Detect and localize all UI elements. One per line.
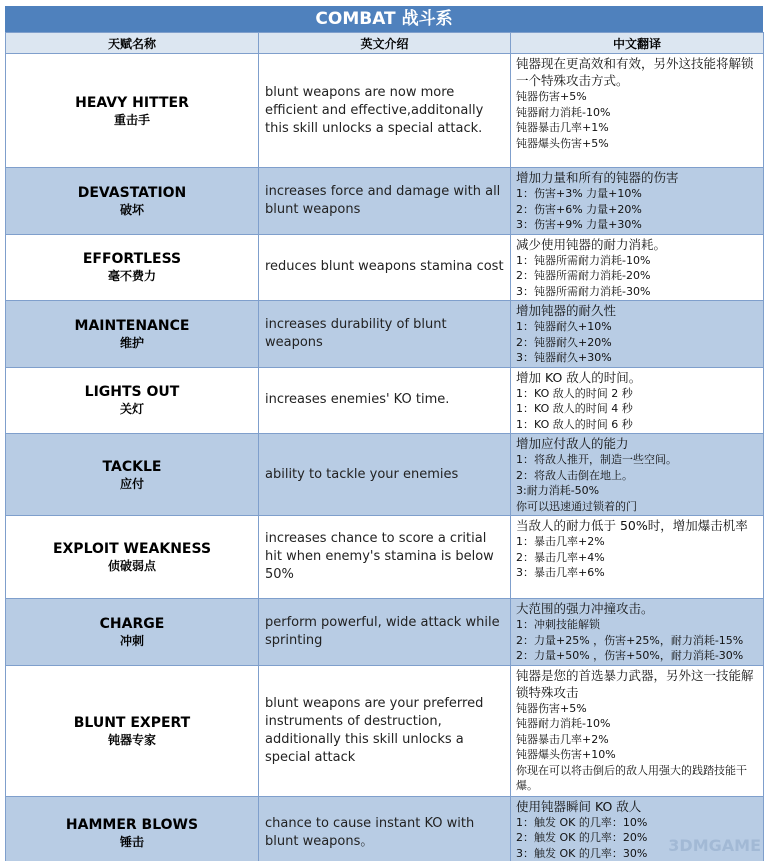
skill-english-desc: blunt weapons are now more efficient and effective,additonally this skill unlocks a special attack. bbox=[259, 54, 511, 168]
skill-chinese-summary: 钝器现在更高效和有效，另外这技能将解锁一个特殊攻击方式。 bbox=[516, 56, 754, 88]
skill-name-cell bbox=[6, 599, 259, 666]
skill-name-cell bbox=[6, 168, 259, 235]
table-row bbox=[6, 168, 764, 235]
skill-chinese-summary: 增加钝器的耐久性 bbox=[516, 303, 617, 318]
skill-chinese-cell bbox=[511, 54, 764, 168]
skill-chinese-detail: 1：KO 敌人的时间 6 秒 bbox=[516, 417, 633, 431]
skill-english-desc: blunt weapons are your preferred instruments of destruction, additionally this skill unlocks a special attack bbox=[259, 665, 511, 796]
skill-chinese-detail: 钝器伤害+5% bbox=[516, 701, 587, 715]
skill-chinese-cell bbox=[511, 301, 764, 368]
skill-chinese-detail: 1：KO 敌人的时间 2 秒 bbox=[516, 386, 633, 400]
skill-name-zh: 侦破弱点 bbox=[107, 559, 156, 573]
skill-name-cell bbox=[6, 54, 259, 168]
table-row bbox=[6, 796, 764, 861]
skill-chinese-detail: 2：触发 OK 的几率：20% bbox=[516, 831, 648, 844]
skill-name-cell bbox=[6, 516, 259, 599]
skill-chinese-detail: 2：伤害+6% 力量+20% bbox=[516, 202, 642, 216]
skill-chinese-detail: 你现在可以将击倒后的敌人用强大的践踏技能干爆。 bbox=[516, 763, 747, 792]
skill-chinese-summary: 增加应付敌人的能力 bbox=[516, 436, 629, 451]
skill-chinese-detail: 3：触发 OK 的几率：30% bbox=[516, 846, 648, 860]
table-title: COMBAT 战斗系 bbox=[5, 6, 763, 32]
skill-name-zh: 应付 bbox=[119, 476, 144, 491]
skill-name-cell bbox=[6, 796, 259, 861]
skill-name-zh: 破坏 bbox=[119, 202, 144, 217]
skill-name-zh: 关灯 bbox=[119, 402, 144, 417]
skill-chinese-detail: 1：钝器所需耐力消耗-10% bbox=[516, 253, 651, 267]
skill-chinese-detail: 钝器伤害+5% bbox=[516, 90, 587, 103]
skill-chinese-detail: 2：暴击几率+4% bbox=[516, 550, 605, 564]
table-row bbox=[6, 665, 764, 796]
skill-name-cell bbox=[6, 665, 259, 796]
skill-chinese-detail: 1：将敌人推开，制造一些空间。 bbox=[516, 453, 677, 466]
skill-chinese-detail: 钝器耐力消耗-10% bbox=[516, 105, 611, 119]
skill-name-en: BLUNT EXPERT bbox=[73, 714, 191, 731]
skill-chinese-detail: 2：力量+50% ，伤害+50%，耐力消耗-30% bbox=[516, 649, 744, 662]
skill-chinese-detail: 3：钝器所需耐力消耗-30% bbox=[516, 284, 651, 298]
skill-chinese-detail: 2：钝器所需耐力消耗-20% bbox=[516, 269, 651, 282]
skill-chinese-detail: 1：冲刺技能解锁 bbox=[516, 618, 600, 631]
skill-chinese-detail: 1：暴击几率+2% bbox=[516, 535, 605, 548]
skill-name-zh: 维护 bbox=[119, 335, 144, 350]
table-row bbox=[6, 599, 764, 666]
skill-chinese-detail: 2：将敌人击倒在地上。 bbox=[516, 468, 633, 482]
skill-name-zh: 冲刺 bbox=[119, 633, 144, 648]
skill-chinese-detail: 钝器爆头伤害+10% bbox=[516, 748, 616, 761]
skill-chinese-detail: 1：钝器耐久+10% bbox=[516, 320, 612, 333]
watermark-logo: 3DMGAME bbox=[668, 836, 761, 855]
table-row bbox=[6, 434, 764, 516]
skills-table bbox=[5, 32, 764, 861]
skill-chinese-cell bbox=[511, 665, 764, 796]
skill-chinese-detail: 3：钝器耐久+30% bbox=[516, 351, 612, 364]
skill-chinese-summary: 减少使用钝器的耐力消耗。 bbox=[516, 236, 667, 252]
skill-chinese-detail: 3：暴击几率+6% bbox=[516, 566, 605, 579]
skill-name-cell bbox=[6, 367, 259, 434]
skill-name-cell bbox=[6, 434, 259, 516]
skill-chinese-detail: 你可以迅速通过锁着的门 bbox=[516, 499, 637, 513]
skill-name-en: MAINTENANCE bbox=[74, 317, 190, 334]
table-row bbox=[6, 234, 764, 301]
skill-english-desc: increases force and damage with all blunt weapons bbox=[259, 168, 511, 235]
skill-chinese-detail: 1：KO 敌人的时间 4 秒 bbox=[516, 402, 633, 415]
skill-name-en: LIGHTS OUT bbox=[84, 384, 180, 401]
skill-name-cell bbox=[6, 301, 259, 368]
skill-chinese-detail: 钝器暴击几率+1% bbox=[516, 121, 609, 134]
table-row bbox=[6, 301, 764, 368]
skill-chinese-detail: 3：伤害+9% 力量+30% bbox=[516, 218, 642, 231]
skill-name-zh: 毫不费力 bbox=[107, 269, 156, 284]
skill-name-zh: 钝器专家 bbox=[107, 732, 156, 747]
skill-name-en: HEAVY HITTER bbox=[75, 94, 189, 111]
skill-chinese-cell bbox=[511, 434, 764, 516]
skill-chinese-detail: 2：力量+25% ，伤害+25%，耐力消耗-15% bbox=[516, 633, 744, 647]
skill-chinese-detail: 钝器暴击几率+2% bbox=[516, 732, 609, 746]
skill-chinese-summary: 当敌人的耐力低于 50%时，增加爆击机率 bbox=[516, 518, 748, 533]
skill-chinese-summary: 钝器是您的首选暴力武器，另外这一技能解锁特殊攻击 bbox=[516, 667, 754, 700]
skill-chinese-cell bbox=[511, 234, 764, 301]
skill-chinese-detail: 3:耐力消耗-50% bbox=[516, 484, 600, 497]
skill-chinese-detail: 钝器耐力消耗-10% bbox=[516, 717, 611, 730]
skill-english-desc: ability to tackle your enemies bbox=[259, 434, 511, 516]
skill-chinese-summary: 使用钝器瞬间 KO 敌人 bbox=[516, 798, 642, 814]
skill-name-en: HAMMER BLOWS bbox=[65, 816, 199, 833]
skill-name-cell bbox=[6, 234, 259, 301]
table-row bbox=[6, 516, 764, 599]
skill-chinese-detail: 钝器爆头伤害+5% bbox=[516, 136, 609, 150]
skill-name-en: CHARGE bbox=[99, 615, 165, 632]
table-row bbox=[6, 54, 764, 168]
skill-chinese-detail: 2：钝器耐久+20% bbox=[516, 335, 612, 349]
skill-english-desc: perform powerful, wide attack while sprinting bbox=[259, 599, 511, 666]
skill-name-en: EFFORTLESS bbox=[82, 251, 182, 268]
skill-english-desc: increases durability of blunt weapons bbox=[259, 301, 511, 368]
skill-name-zh: 重击手 bbox=[113, 112, 150, 127]
skill-chinese-cell bbox=[511, 168, 764, 235]
skill-chinese-summary: 增加 KO 敌人的时间。 bbox=[516, 369, 642, 385]
header-row bbox=[6, 33, 764, 54]
skill-name-en: DEVASTATION bbox=[77, 184, 187, 201]
skill-name-zh: 锤击 bbox=[119, 834, 144, 849]
header-name: 天赋名称 bbox=[6, 33, 259, 54]
skill-english-desc: reduces blunt weapons stamina cost bbox=[259, 234, 511, 301]
skill-name-en: TACKLE bbox=[102, 458, 162, 475]
skill-chinese-detail: 1：触发 OK 的几率：10% bbox=[516, 815, 648, 829]
skill-name-en: EXPLOIT WEAKNESS bbox=[52, 541, 212, 557]
skill-english-desc: increases chance to score a critial hit when enemy's stamina is below 50% bbox=[259, 516, 511, 599]
skill-chinese-cell bbox=[511, 599, 764, 666]
skill-chinese-summary: 大范围的强力冲撞攻击。 bbox=[516, 601, 654, 616]
skill-english-desc: increases enemies' KO time. bbox=[259, 367, 511, 434]
header-english: 英文介绍 bbox=[259, 33, 511, 54]
skill-chinese-detail: 1：伤害+3% 力量+10% bbox=[516, 187, 642, 200]
skill-english-desc: chance to cause instant KO with blunt weapons。 bbox=[259, 796, 511, 861]
skill-chinese-summary: 增加力量和所有的钝器的伤害 bbox=[516, 170, 679, 185]
skill-chinese-cell bbox=[511, 367, 764, 434]
table-row bbox=[6, 367, 764, 434]
header-chinese: 中文翻译 bbox=[511, 33, 764, 54]
skill-chinese-cell bbox=[511, 516, 764, 599]
